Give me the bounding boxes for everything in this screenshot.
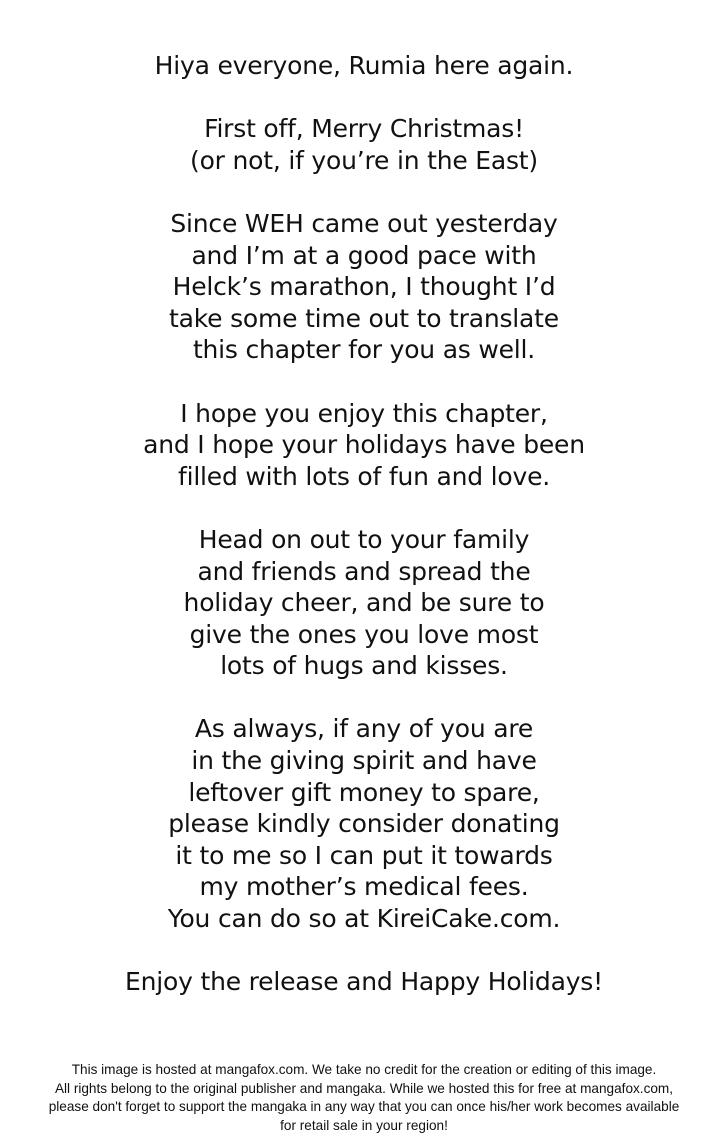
hosting-disclaimer bbox=[0, 1061, 728, 1135]
message-line: (or not, if you’re in the East) bbox=[190, 145, 538, 175]
message-line: give the ones you love most bbox=[189, 619, 539, 649]
disclaimer-line: for retail sale in your region! bbox=[280, 1117, 448, 1133]
message-paragraph-greeting bbox=[0, 50, 728, 82]
message-line: Head on out to your family bbox=[198, 524, 530, 554]
message-line: and friends and spread the bbox=[197, 556, 531, 586]
message-line: leftover gift money to spare, bbox=[188, 777, 540, 807]
message-line: lots of hugs and kisses. bbox=[220, 651, 508, 681]
message-paragraph-release-note bbox=[0, 208, 728, 366]
message-line: Since WEH came out yesterday bbox=[170, 208, 558, 238]
disclaimer-line: please don't forget to support the mangaka in any way that you can once his/her work becomes available bbox=[48, 1099, 680, 1114]
message-line: Enjoy the release and Happy Holidays! bbox=[125, 967, 603, 997]
message-line: my mother’s medical fees. bbox=[199, 872, 529, 902]
disclaimer-line: This image is hosted at mangafox.com. We take no credit for the creation or editing of this image. bbox=[71, 1062, 657, 1077]
message-line: Helck’s marathon, I thought I’d bbox=[172, 272, 556, 302]
message-line: it to me so I can put it towards bbox=[175, 840, 553, 870]
message-line: First off, Merry Christmas! bbox=[204, 114, 524, 144]
message-line: please kindly consider donating bbox=[168, 809, 560, 839]
message-line: As always, if any of you are bbox=[194, 714, 534, 744]
message-paragraph-family bbox=[0, 524, 728, 682]
message-line: You can do so at KireiCake.com. bbox=[167, 904, 561, 934]
disclaimer-line: All rights belong to the original publisher and mangaka. While we hosted this for free at mangafox.com, bbox=[54, 1080, 674, 1096]
message-line: holiday cheer, and be sure to bbox=[183, 588, 545, 618]
message-paragraph-donation bbox=[0, 713, 728, 934]
message-line: filled with lots of fun and love. bbox=[177, 461, 551, 491]
translator-message bbox=[0, 50, 728, 998]
message-line: Hiya everyone, Rumia here again. bbox=[154, 51, 574, 80]
message-line: take some time out to translate bbox=[169, 303, 559, 333]
message-line: and I hope your holidays have been bbox=[143, 430, 585, 460]
message-paragraph-closing bbox=[0, 966, 728, 998]
message-paragraph-christmas bbox=[0, 113, 728, 176]
message-line: I hope you enjoy this chapter, bbox=[180, 398, 548, 428]
message-line: and I’m at a good pace with bbox=[191, 240, 537, 270]
message-line: in the giving spirit and have bbox=[191, 746, 537, 776]
message-line: this chapter for you as well. bbox=[192, 335, 536, 365]
message-paragraph-enjoy bbox=[0, 398, 728, 493]
